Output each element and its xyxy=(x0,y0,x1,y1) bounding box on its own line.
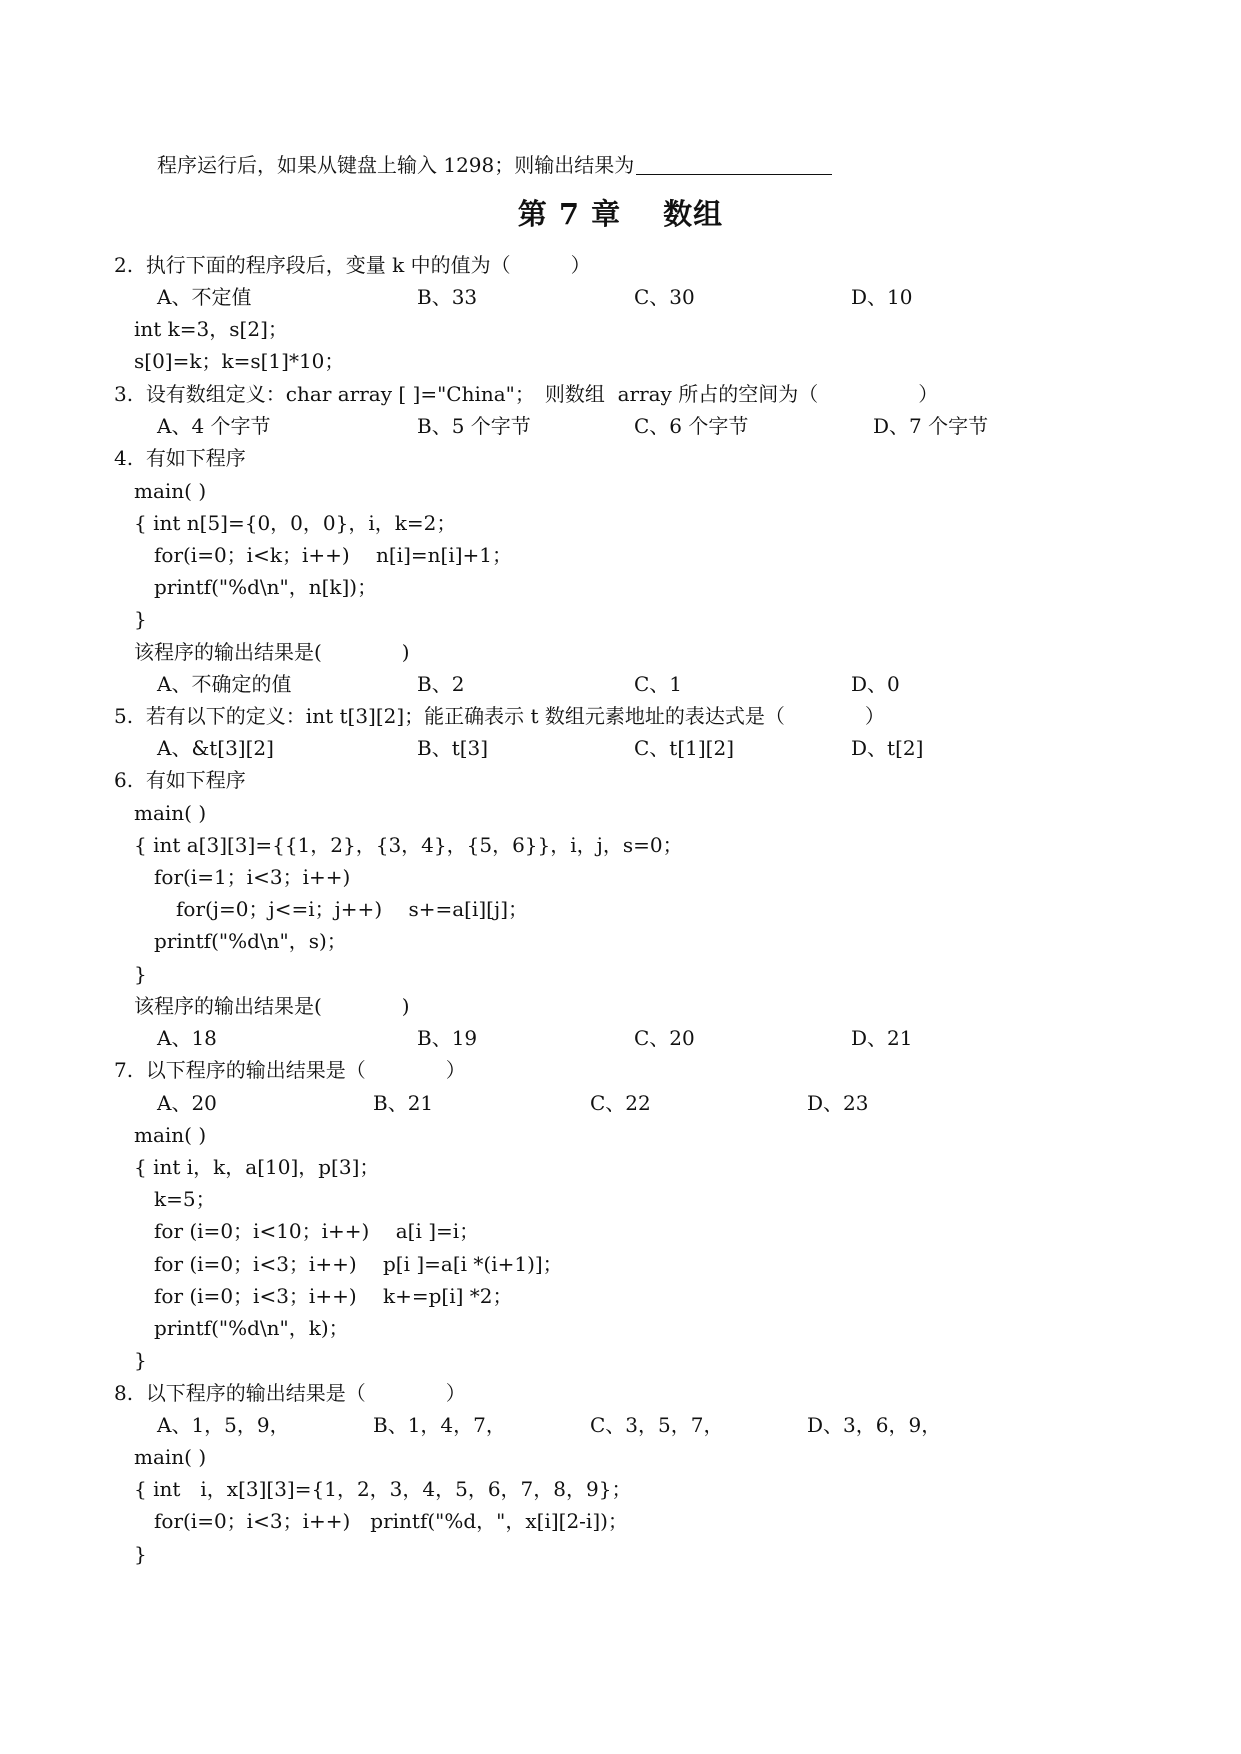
question-4-option-d: D、0 xyxy=(851,672,900,696)
question-6-followup: 该程序的输出结果是( ) xyxy=(134,994,410,1018)
question-2-option-b: B、33 xyxy=(417,285,478,309)
question-text: 执行下面的程序段后，变量 k 中的值为（ ） xyxy=(145,253,591,277)
question-6-code-line: printf("%d\n"，s)； xyxy=(154,929,347,953)
question-2-option-c: C、30 xyxy=(634,285,695,309)
question-4-stem xyxy=(114,445,246,471)
question-3-option-a: A、4 个字节 xyxy=(157,414,271,438)
question-text: 以下程序的输出结果是（ ） xyxy=(145,1058,466,1082)
question-4-option-c: C、1 xyxy=(634,672,683,696)
question-4-followup: 该程序的输出结果是( ) xyxy=(134,640,410,664)
question-7-code-line: printf("%d\n"，k)； xyxy=(154,1316,349,1340)
question-text: 以下程序的输出结果是（ ） xyxy=(145,1381,466,1405)
question-4-option-b: B、2 xyxy=(417,672,465,696)
question-8-code-line: for(i=0；i<3；i++) printf("%d，"，x[i][2-i])； xyxy=(154,1509,628,1533)
chapter-title xyxy=(0,196,1241,232)
question-4-code-line: for(i=0；i<k；i++) n[i]=n[i]+1； xyxy=(154,543,513,567)
question-4-code-line: main( ) xyxy=(134,479,207,503)
question-4-code-line: } xyxy=(134,607,147,631)
question-8-option-c: C、3，5，7， xyxy=(590,1413,724,1437)
chapter-name: 数组 xyxy=(663,197,724,231)
question-number: 4. xyxy=(114,446,134,470)
question-8-code-line: main( ) xyxy=(134,1445,207,1469)
question-8-stem xyxy=(114,1380,466,1406)
question-7-stem xyxy=(114,1057,466,1083)
question-3-stem xyxy=(114,381,938,407)
question-2-code-line: int k=3，s[2]； xyxy=(134,317,288,341)
question-8-code-line: { int i，x[3][3]={1，2，3，4，5，6，7，8，9}； xyxy=(134,1477,632,1501)
question-7-code-line: for (i=0；i<3；i++) p[i ]=a[i *(i+1)]； xyxy=(154,1252,563,1276)
question-6-code-line: { int a[3][3]={{1，2}，{3，4}，{5，6}}，i，j，s=0； xyxy=(134,833,683,857)
question-7-option-b: B、21 xyxy=(373,1091,434,1115)
question-7-code-line: for (i=0；i<3；i++) k+=p[i] *2； xyxy=(154,1284,513,1308)
question-3-option-d: D、7 个字节 xyxy=(873,414,989,438)
question-6-option-b: B、19 xyxy=(417,1026,478,1050)
question-6-code-line: } xyxy=(134,962,147,986)
question-7-option-c: C、22 xyxy=(590,1091,651,1115)
question-5-option-c: C、t[1][2] xyxy=(634,736,734,760)
question-text: 设有数组定义：char array [ ]="China"； 则数组 array 所占的空间为（ ） xyxy=(145,382,939,406)
question-number: 2. xyxy=(114,253,134,277)
question-2-option-d: D、10 xyxy=(851,285,913,309)
question-3-option-b: B、5 个字节 xyxy=(417,414,531,438)
question-7-code-line: for (i=0；i<10；i++) a[i ]=i； xyxy=(154,1219,480,1243)
chapter-label: 第 7 章 xyxy=(517,197,622,231)
question-5-option-b: B、t[3] xyxy=(417,736,489,760)
question-8-code-line: } xyxy=(134,1542,147,1566)
question-7-code-line: } xyxy=(134,1348,147,1372)
question-number: 5. xyxy=(114,704,134,728)
question-number: 6. xyxy=(114,768,134,792)
question-7-code-line: { int i，k，a[10]，p[3]； xyxy=(134,1155,380,1179)
answer-blank xyxy=(636,154,832,175)
question-number: 3. xyxy=(114,382,134,406)
question-4-code-line: printf("%d\n"，n[k])； xyxy=(154,575,378,599)
question-5-option-d: D、t[2] xyxy=(851,736,924,760)
question-7-option-a: A、20 xyxy=(157,1091,217,1115)
question-8-option-b: B、1，4，7， xyxy=(373,1413,506,1437)
question-text: 有如下程序 xyxy=(145,446,246,470)
question-6-code-line: for(j=0；j<=i；j++) s+=a[i][j]； xyxy=(176,897,528,921)
question-7-code-line: k=5； xyxy=(154,1187,216,1211)
question-8-option-a: A、1，5，9， xyxy=(157,1413,290,1437)
intro-text: 程序运行后，如果从键盘上输入 1298；则输出结果为 xyxy=(157,153,635,177)
question-6-code-line: for(i=1；i<3；i++) xyxy=(154,865,351,889)
question-7-code-line: main( ) xyxy=(134,1123,207,1147)
question-2-option-a: A、不定值 xyxy=(157,285,252,309)
question-6-option-a: A、18 xyxy=(157,1026,217,1050)
question-text: 有如下程序 xyxy=(145,768,246,792)
question-5-option-a: A、&t[3][2] xyxy=(157,736,274,760)
question-6-option-c: C、20 xyxy=(634,1026,695,1050)
question-8-option-d: D、3，6，9， xyxy=(807,1413,942,1437)
question-text: 若有以下的定义：int t[3][2]；能正确表示 t 数组元素地址的表达式是（ ） xyxy=(145,704,885,728)
question-2-code-line: s[0]=k；k=s[1]*10； xyxy=(134,349,345,373)
question-6-stem xyxy=(114,767,246,793)
question-4-option-a: A、不确定的值 xyxy=(157,672,292,696)
question-4-code-line: { int n[5]={0，0，0}，i，k=2； xyxy=(134,511,457,535)
question-6-option-d: D、21 xyxy=(851,1026,913,1050)
question-6-code-line: main( ) xyxy=(134,801,207,825)
question-5-stem xyxy=(114,703,885,729)
intro-question-line xyxy=(157,152,832,178)
question-number: 8. xyxy=(114,1381,134,1405)
question-number: 7. xyxy=(114,1058,134,1082)
question-2-stem xyxy=(114,252,591,278)
question-7-option-d: D、23 xyxy=(807,1091,869,1115)
question-3-option-c: C、6 个字节 xyxy=(634,414,749,438)
